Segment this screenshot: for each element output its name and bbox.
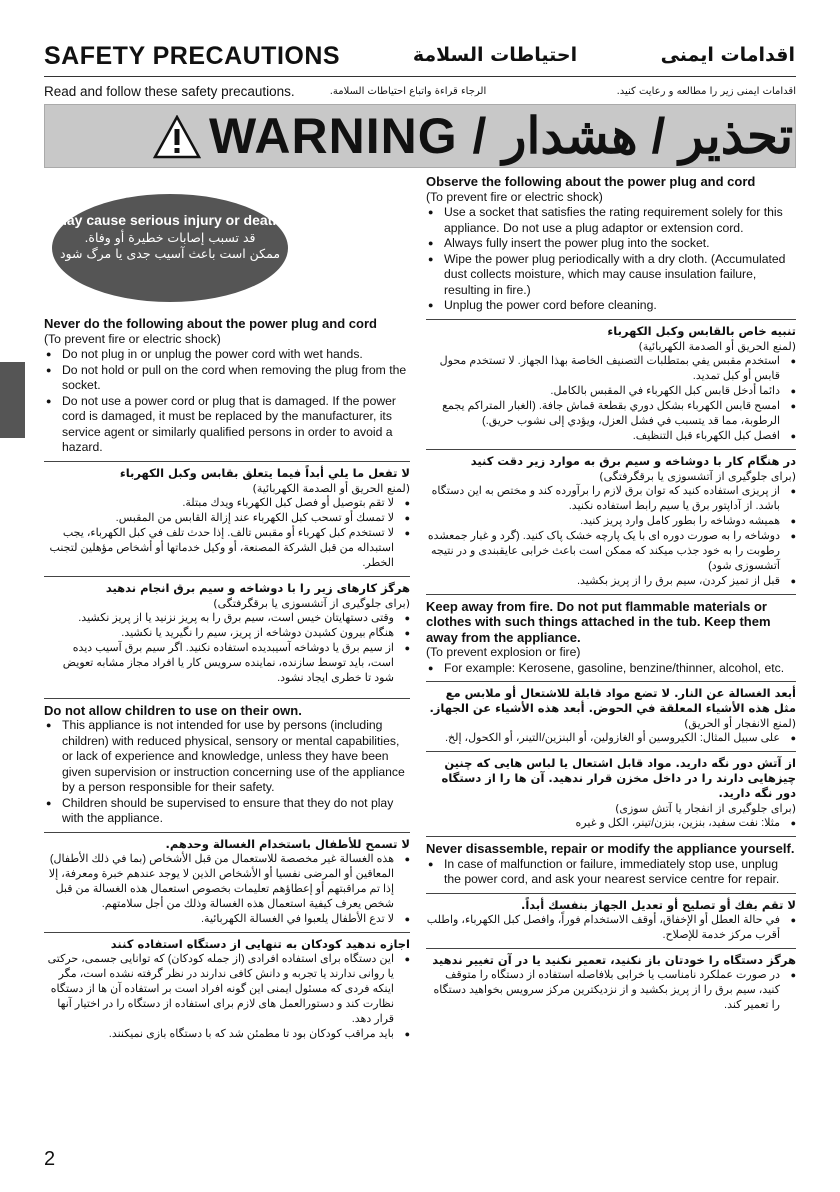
section-heading-fa: از آتش دور نگه دارید. مواد قابل اشتعال یا لباس هایی که چنین چیزهایی دارند را در داخل مخزن قرار ندهید. آن ها را از دستگاه دور نگه دارید. xyxy=(441,756,796,800)
list-item: ● Do not use a power cord or plug that is damaged. If the power cord is damaged, it must be replaced by the manufacturer, its service agent or similarly qualified persons in order to avoid a hazard. xyxy=(44,394,410,456)
divider xyxy=(44,932,410,933)
list-item: ● افصل كبل الكهرباء قبل التنظيف. xyxy=(426,429,796,444)
persian-block xyxy=(426,953,796,1013)
list-item: ● همیشه دوشاخه را بطور کامل وارد پریز کنید. xyxy=(426,514,796,529)
section-heading-ar: أبعد الغسالة عن النار. لا تضع مواد قابلة للاشتعال أو ملابس مع مثل هذه الأشياء المعلقة في الحوض. أبعد هذه الأشياء عن الجهاز. xyxy=(429,686,796,715)
section-subheading-fa: (برای جلوگیری از انفجار یا آتش سوزی) xyxy=(615,802,796,815)
section-heading-ar: لا تسمح للأطفال باستخدام الغسالة وحدهم. xyxy=(165,836,410,851)
list-item: ● دوشاخه را به صورت دوره ای با یک پارچه خشک پاک کنید. (گرد و غبار جمعشده رطوبت را به خود جذب میکند که ممکن است باعث خرابی عایقبندی و در نتیجه آتشسوزی شود) xyxy=(426,529,796,574)
section-subheading: (To prevent explosion or fire) xyxy=(426,645,581,659)
persian-block xyxy=(44,937,410,1042)
list-item: ● Unplug the power cord before cleaning. xyxy=(426,298,796,314)
list-item: ● هنگام بیرون کشیدن دوشاخه از پریز، سیم را نگیرید یا نکشید. xyxy=(44,626,410,641)
section-heading: Never disassemble, repair or modify the appliance yourself. xyxy=(426,841,795,856)
list-item: ● از پریزی استفاده کنید که توان برق لازم را برآورده کند و مختص به این دستگاه باشد. از آداپتور برق یا سیم رابط استفاده نکنید. xyxy=(426,484,796,514)
oval-text-ar: قد تسبب إصابات خطيرة أو وفاة. xyxy=(84,230,256,245)
list-item: ● از سیم برق یا دوشاخه آسیبدیده استفاده نکنید. اگر سیم برق آسیب دیده است، باید توسط سازنده، نماینده سرویس کار یا افراد مجاز مشابه تعویض شود تا خطری ایجاد نشود. xyxy=(44,641,410,686)
section-subheading-ar: (لمنع الحريق أو الصدمة الكهربائية) xyxy=(252,481,410,495)
persian-block xyxy=(426,454,796,589)
list-item: ● This appliance is not intended for use by persons (including children) with reduced physical, sensory or mental capabilities, or lack of experience and knowledge, unless they have been given supervision or instruction concerning use of the appliance by a person responsible for their safety. xyxy=(44,718,410,796)
page-number: 2 xyxy=(44,1148,56,1170)
list-item: ● Children should be supervised to ensure that they do not play with the appliance. xyxy=(44,796,410,827)
oval-text-en: May cause serious injury or death. xyxy=(55,212,285,228)
divider xyxy=(426,836,796,837)
warning-title: WARNING / تحذير / هشدار xyxy=(209,108,794,164)
divider xyxy=(426,751,796,752)
section-heading: Keep away from fire. Do not put flammable materials or clothes with such things attached in the tub. Keep them away from the appliance. xyxy=(426,598,771,645)
list-item: ● Always fully insert the power plug into the socket. xyxy=(426,236,796,252)
list-item: ● امسح قابس الكهرباء بشكل دوري بقطعة قماش جافة. (الغبار المتراكم يجمع الرطوبة، مما قد يتسبب في فشل العزل، ويؤدي إلى نشوب حريق.) xyxy=(426,399,796,429)
divider xyxy=(44,576,410,577)
warning-banner xyxy=(44,104,796,168)
list-item: ● In case of malfunction or failure, immediately stop use, unplug the power cord, and ask your nearest service centre for repair. xyxy=(426,857,796,888)
section-tab xyxy=(0,362,25,438)
divider xyxy=(426,319,796,320)
section-subheading: (To prevent fire or electric shock) xyxy=(426,189,603,204)
list-item: ● Use a socket that satisfies the rating requirement solely for this appliance. Do not use a plug adaptor or extension cord. xyxy=(426,205,796,236)
list-item: ● على سبيل المثال: الكيروسين أو الغازولين، أو البنزين/التينر، أو الكحول، إلخ. xyxy=(426,731,796,746)
section-subheading: (To prevent fire or electric shock) xyxy=(44,331,221,346)
section-heading: Never do the following about the power plug and cord xyxy=(44,316,377,331)
divider xyxy=(44,461,410,462)
list-item: ● در صورت عملکرد نامناسب یا خرابی بلافاصله استفاده از دستگاه را متوقف کنید، سیم برق را از پریز بکشید و از نزدیکترین مرکز سرویس بخواهید دستگاه را تعمیر کند. xyxy=(426,968,796,1013)
section-subheading-ar: (لمنع الحريق أو الصدمة الكهربائية) xyxy=(638,339,796,353)
list-item: ● هذه الغسالة غير مخصصة للاستعمال من قبل الأشخاص (بما في ذلك الأطفال) المعاقين أو المرضى نفسيا أو الأشخاص الذين لا يوجد عندهم خبرة ومعرفة، إلا إذا تم مراقبتهم أو إعطاؤهم تعليمات بخصوص استعمال هذه الغسالة من قبل شخص يعرف كيفية استعمال هذه الغسالة وذلك من أجل سلامتهم. xyxy=(44,852,410,912)
divider xyxy=(426,893,796,894)
warning-triangle-icon xyxy=(153,115,201,159)
section-heading: Do not allow children to use on their own. xyxy=(44,702,302,718)
section-heading-ar: لا تقم بفك أو تصليح أو تعديل الجهاز بنفسك أبداً. xyxy=(520,897,796,912)
page-title-ar: احتياطات السلامة xyxy=(412,44,578,66)
list-item: ● استخدم مقبس يفي بمتطلبات التصنيف الخاصة بهذا الجهاز. لا تستخدم محول قابس أو كبل تمديد. xyxy=(426,354,796,384)
persian-block xyxy=(44,581,410,686)
divider xyxy=(426,594,796,595)
section-heading-fa: هرگز دستگاه را خودتان باز نکنید، تعمیر نکنید یا در آن تغییر ندهید xyxy=(432,952,796,967)
section-subheading-fa: (برای جلوگیری از آتشسوزی یا برقگرفتگی) xyxy=(213,596,410,610)
header-divider xyxy=(44,76,796,77)
section-heading-ar: لا تفعل ما يلي أبداً فيما يتعلق بقابس وكبل الكهرباء xyxy=(119,465,410,480)
left-column xyxy=(44,316,410,1042)
list-item: ● قبل از تمیز کردن، سیم برق را از پریز بکشید. xyxy=(426,574,796,589)
list-item: ● في حالة العطل أو الإخفاق، أوقف الاستخدام فوراً، وافصل كبل الكهرباء، واطلب أقرب مركز خدمة للإصلاح. xyxy=(426,913,796,943)
divider xyxy=(44,832,410,833)
list-item: ● لا تدع الأطفال يلعبوا في الغسالة الكهربائية. xyxy=(44,912,410,927)
arabic-block xyxy=(426,324,796,444)
list-item: ● For example: Kerosene, gasoline, benzine/thinner, alcohol, etc. xyxy=(426,661,796,677)
list-item: ● Do not plug in or unplug the power cord with wet hands. xyxy=(44,347,410,363)
subtitle-en: Read and follow these safety precautions. xyxy=(44,84,295,99)
section-heading-fa: در هنگام کار با دوشاخه و سیم برق به موارد زیر دقت کنید xyxy=(470,453,796,468)
subtitle-ar: الرجاء قراءة واتباع احتياطات السلامة. xyxy=(329,86,487,97)
list-item: ● لا تستخدم كبل كهرباء أو مقبس تالف. إذا حدث تلف في كبل الكهرباء، يجب استبداله من قبل الشركة المصنعة، أو وكيل خدماتها أو أشخاص مؤهلين لتجنب الخطر. xyxy=(44,526,410,571)
section-heading-ar: تنبيه خاص بالقابس وكبل الكهرباء xyxy=(607,323,796,338)
injury-warning-oval xyxy=(52,194,288,302)
section-heading-fa: اجازه ندهید کودکان به تنهایی از دستگاه استفاده کنند xyxy=(110,936,410,951)
section-subheading-ar: (لمنع الانفجار أو الحريق) xyxy=(684,717,796,730)
list-item: ● وقتی دستهایتان خیس است، سیم برق را به پریز نزنید یا از پریز نکشید. xyxy=(44,611,410,626)
section-heading: Observe the following about the power plug and cord xyxy=(426,174,756,189)
list-item: ● مثلا: نفت سفید، بنزین، بنزن/تینر، الکل و غیره xyxy=(426,816,796,831)
arabic-block xyxy=(426,898,796,943)
bullet-list xyxy=(44,347,410,456)
right-column xyxy=(426,174,796,1013)
list-item: ● لا تمسك أو تسحب كبل الكهرباء عند إزالة القابس من المقبس. xyxy=(44,511,410,526)
page-title-fa: اقدامات ایمنی xyxy=(660,44,795,66)
section-subheading-fa: (برای جلوگیری از آتشسوزی یا برقگرفتگی) xyxy=(599,469,796,483)
list-item: ● Wipe the power plug periodically with a dry cloth. (Accumulated dust collects moisture, which may cause insulation failure, resulting in fire.) xyxy=(426,252,796,299)
arabic-block xyxy=(44,837,410,927)
divider xyxy=(426,449,796,450)
divider xyxy=(44,698,410,699)
arabic-block xyxy=(44,466,410,571)
persian-block xyxy=(426,756,796,831)
list-item: ● این دستگاه برای استفاده افرادی (از جمله کودکان) که توانایی جسمی، حرکتی یا روانی ندارند یا تجربه و دانش کافی ندارند در نظر گرفته نشده است، مگر اینکه فردی که مسئول ایمنی این گونه افراد است بر استفاده آن ها از دستگاه نظارت کند و دستورالعمل های لازم برای استفاده از دستگاه را در اختیار آنها قرار دهد. xyxy=(44,952,410,1027)
section-heading-fa: هرگز کارهای زیر را با دوشاخه و سیم برق انجام ندهید xyxy=(105,580,410,595)
list-item: ● باید مراقب کودکان بود تا مطمئن شد که با دستگاه بازی نمیکنند. xyxy=(44,1027,410,1042)
list-item: ● لا تقم بتوصيل أو فصل كبل الكهرباء ويدك مبتلة. xyxy=(44,496,410,511)
page-title-en: SAFETY PRECAUTIONS xyxy=(44,42,341,70)
divider xyxy=(426,681,796,682)
list-item: ● دائما أدخل قابس كبل الكهرباء في المقبس بالكامل. xyxy=(426,384,796,399)
list-item: ● Do not hold or pull on the cord when removing the plug from the socket. xyxy=(44,363,410,394)
subtitle-fa: اقدامات ایمنی زیر را مطالعه و رعایت کنید. xyxy=(616,86,796,97)
divider xyxy=(426,948,796,949)
oval-text-fa: ممکن است باعث آسیب جدی یا مرگ شود xyxy=(59,246,281,261)
arabic-block xyxy=(426,686,796,746)
